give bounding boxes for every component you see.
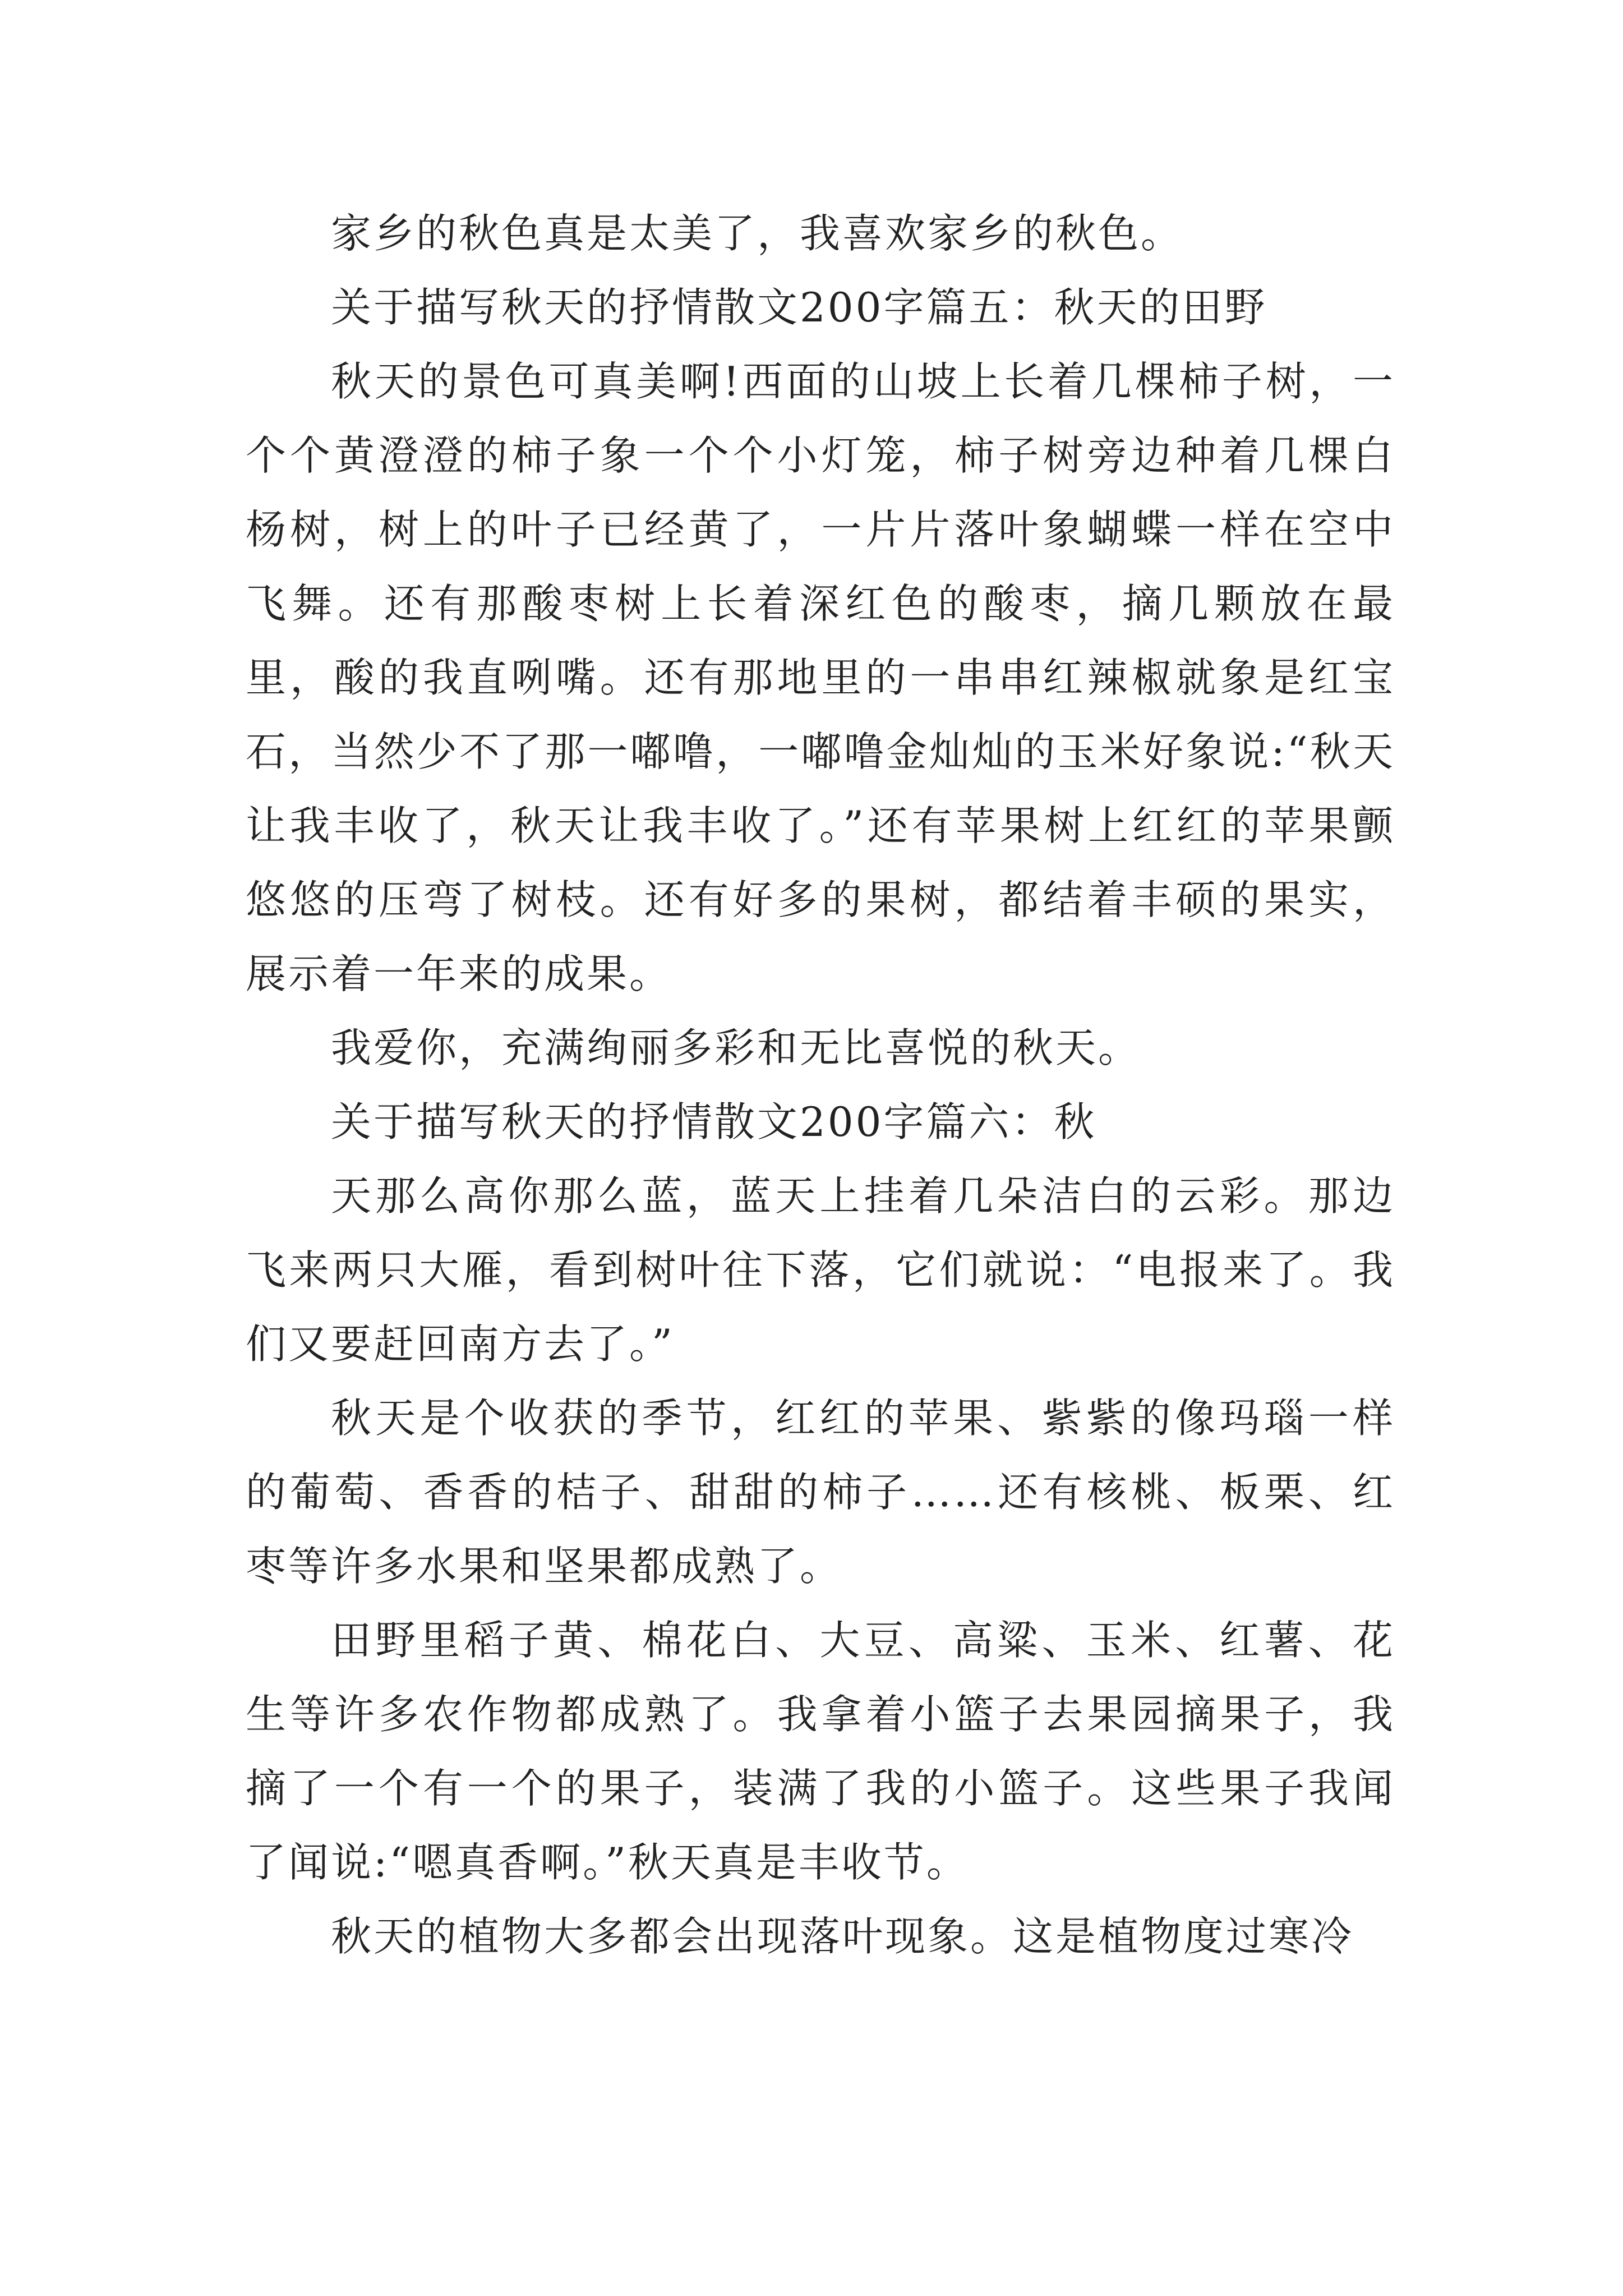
heading-essay-five: 关于描写秋天的抒情散文200字篇五：秋天的田野 (331, 284, 1267, 331)
paragraph-harvest-fruits: 秋天是个收获的季节，红红的苹果、紫紫的像玛瑙一样的葡萄、香香的桔子、甜甜的柿子……还有核桃、板栗、红枣等许多水果和坚果都成熟了。 (246, 1395, 1395, 1590)
paragraph-love-autumn: 我爱你，充满绚丽多彩和无比喜悦的秋天。 (331, 1024, 1141, 1071)
heading-essay-six: 关于描写秋天的抒情散文200字篇六：秋 (331, 1098, 1097, 1145)
paragraph-field-crops: 田野里稻子黄、棉花白、大豆、高粱、玉米、红薯、花生等许多农作物都成熟了。我拿着小篮子去果园摘果子，我摘了一个有一个的果子，装满了我的小篮子。这些果子我闻了闻说:“嗯真香啊。”秋天真是丰收节。 (246, 1617, 1395, 1886)
paragraph-falling-leaves: 秋天的植物大多都会出现落叶现象。这是植物度过寒冷 (331, 1913, 1354, 1960)
paragraph-hometown-autumn: 家乡的秋色真是太美了，我喜欢家乡的秋色。 (331, 210, 1184, 257)
paragraph-blue-sky: 天那么高你那么蓝，蓝天上挂着几朵洁白的云彩。那边飞来两只大雁，看到树叶往下落，它们就说：“电报来了。我们又要赶回南方去了。” (246, 1172, 1395, 1368)
document-body (246, 196, 1395, 1973)
paragraph-autumn-fields: 秋天的景色可真美啊!西面的山坡上长着几棵柿子树，一个个黄澄澄的柿子象一个个小灯笼，柿子树旁边种着几棵白杨树，树上的叶子已经黄了，一片片落叶象蝴蝶一样在空中飞舞。还有那酸枣树上长着深红色的酸枣，摘几颗放在最里，酸的我直咧嘴。还有那地里的一串串红辣椒就象是红宝石，当然少不了那一嘟噜，一嘟噜金灿灿的玉米好象说:“秋天让我丰收了，秋天让我丰收了。”还有苹果树上红红的苹果颤悠悠的压弯了树枝。还有好多的果树，都结着丰硕的果实，展示着一年来的成果。 (246, 358, 1395, 997)
